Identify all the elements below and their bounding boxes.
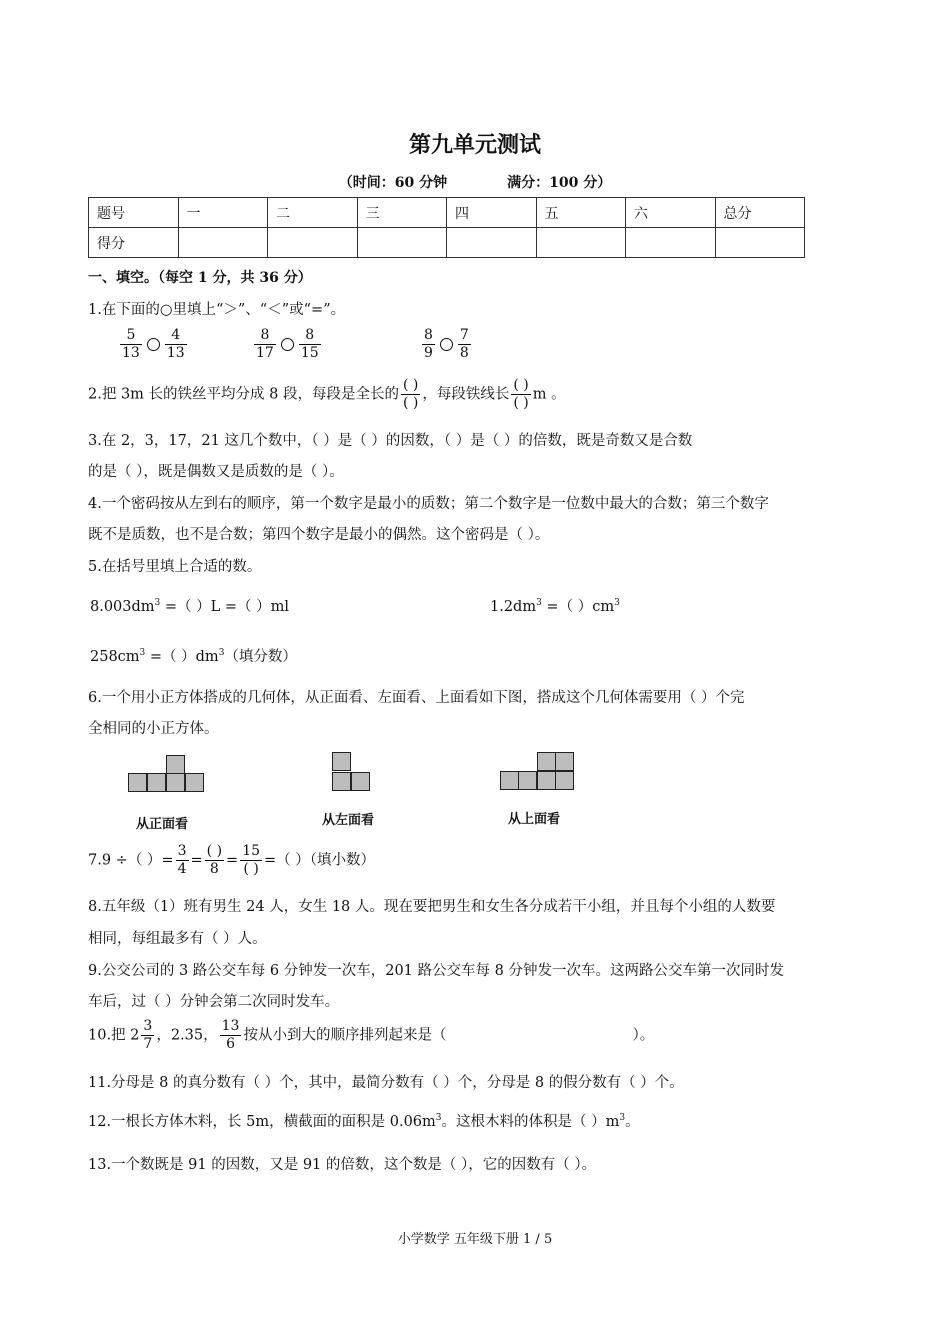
fraction: $\frac{3}{7}$ xyxy=(143,1018,153,1052)
question-6-line-2: 全相同的小正方体。 xyxy=(88,721,219,737)
fraction: $\frac{5}{13}$ xyxy=(122,327,140,361)
cube-square xyxy=(537,771,556,790)
fraction: $\frac{3}{4}$ xyxy=(177,843,187,877)
cube-square xyxy=(537,752,556,771)
page-title: 第九单元测试 xyxy=(408,133,541,158)
cube-square xyxy=(555,771,574,790)
blank-fraction[interactable]: $\frac{( )}{8}$ xyxy=(206,843,223,877)
score-cell: 题号 xyxy=(89,198,179,228)
question-4-line-1: 4.一个密码按从左到右的顺序，第一个数字是最小的质数；第二个数字是一位数中最大的合数；第三个数字 xyxy=(88,496,769,512)
cube-square xyxy=(518,771,537,790)
fraction: $\frac{4}{13}$ xyxy=(166,327,185,361)
cube-square xyxy=(555,752,574,771)
front-view-figure xyxy=(128,755,208,835)
top-view-figure xyxy=(500,752,580,832)
q5-part-b: $1.2dm^3$ =（ ）$cm^3$ xyxy=(490,598,620,615)
question-10: 10.把 2 $\frac{3}{7}$ ，2.35， $\frac{13}{6}$ 按从小到大的顺序排列起来是（ ）。 xyxy=(88,1018,655,1052)
fraction: $\frac{8}{17}$ xyxy=(256,327,274,361)
blank-fraction[interactable]: $\frac{( )}{( )}$ xyxy=(402,377,419,411)
score-cell: 三 xyxy=(357,198,447,228)
cube-square xyxy=(332,772,351,791)
question-9-line-1: 9.公交公司的 3 路公交车每 6 分钟发一次车，201 路公交车每 8 分钟发一次车。这两路公交车第一次同时发 xyxy=(88,963,784,979)
q5-part-c: $258cm^3$ =（ ）$dm^3$（填分数） xyxy=(90,648,297,665)
cube-square xyxy=(185,773,204,792)
question-3-line-1: 3.在 2，3，17，21 这几个数中，（ ）是（ ）的因数，（ ）是（ ）的倍数，既是奇数又是合数 xyxy=(88,433,693,449)
cube-square xyxy=(332,752,351,771)
cube-square xyxy=(351,772,370,791)
question-13: 13.一个数既是 91 的因数，又是 91 的倍数，这个数是（ ），它的因数有（ ）。 xyxy=(88,1157,597,1173)
question-9-line-2: 车后，过（ ）分钟会第二次同时发车。 xyxy=(88,994,340,1010)
score-table-header-row xyxy=(89,198,805,228)
score-input-cell[interactable] xyxy=(357,228,447,258)
blank-fraction[interactable]: $\frac{( )}{( )}$ xyxy=(513,377,529,411)
question-8-line-2: 相同，每组最多有（ ）人。 xyxy=(88,931,267,947)
exam-info xyxy=(0,172,950,192)
score-table xyxy=(88,197,805,258)
question-1: 1.在下面的○里填上“＞”、“＜”或“=”。 xyxy=(88,302,346,318)
score-cell: 四 xyxy=(447,198,537,228)
score-input-cell[interactable] xyxy=(268,228,358,258)
blank-fraction[interactable]: $\frac{15}{( )}$ xyxy=(242,843,261,877)
score-cell: 得分 xyxy=(89,228,179,258)
q1-pair-2 xyxy=(252,327,323,362)
score-cell: 总分 xyxy=(715,198,805,228)
score-input-cell[interactable] xyxy=(447,228,537,258)
q5-part-a: $8.003dm^3$ =（ ）L =（ ）ml xyxy=(90,598,290,615)
q1-pair-3 xyxy=(420,327,473,362)
fraction: $\frac{7}{8}$ xyxy=(459,327,469,361)
section-heading: 一、填空。（每空 1 分，共 36 分） xyxy=(88,270,312,286)
cube-square xyxy=(128,773,147,792)
score-cell: 六 xyxy=(626,198,716,228)
score-cell: 五 xyxy=(536,198,626,228)
compare-circle[interactable] xyxy=(147,338,160,351)
top-view-label: 从上面看 xyxy=(508,812,561,827)
front-view-label: 从正面看 xyxy=(136,817,189,832)
score-cell: 二 xyxy=(268,198,358,228)
question-4-line-2: 既不是质数，也不是合数；第四个数字是最小的偶然。这个密码是（ ）。 xyxy=(88,527,550,543)
fraction: $\frac{8}{9}$ xyxy=(424,327,433,361)
question-8-line-1: 8.五年级（1）班有男生 24 人，女生 18 人。现在要把男生和女生各分成若干小组，并且每个小组的人数要 xyxy=(88,899,776,915)
full-score-info: 满分：100 分） xyxy=(507,175,612,191)
compare-circle[interactable] xyxy=(440,338,453,351)
question-2: 2.把 3m 长的铁丝平均分成 8 段，每段是全长的 $\frac{( )}{( )}$ ，每段铁线长 $\frac{( )}{( )}$ m 。 xyxy=(88,377,566,411)
fraction: $\frac{8}{15}$ xyxy=(300,327,319,361)
score-input-cell[interactable] xyxy=(536,228,626,258)
score-input-cell[interactable] xyxy=(626,228,716,258)
question-11: 11.分母是 8 的真分数有（ ）个，其中，最简分数有（ ）个，分母是 8 的假分数有（ ）个。 xyxy=(88,1075,684,1091)
score-input-cell[interactable] xyxy=(178,228,268,258)
compare-circle[interactable] xyxy=(281,338,294,351)
left-view-figure xyxy=(322,752,412,832)
fraction: $\frac{13}{6}$ xyxy=(221,1018,240,1052)
q1-pair-1 xyxy=(118,327,189,362)
score-table-score-row xyxy=(89,228,805,258)
cube-square xyxy=(166,755,185,774)
question-12: 12.一根长方体木料，长 5m，横截面的面积是 $0.06m^3$。这根木料的体积是（ ）$m^3$。 xyxy=(88,1113,640,1130)
cube-square xyxy=(500,771,519,790)
question-7: 7.9 ÷（ ）= $\frac{3}{4}$ = $\frac{( )}{8}$ = $\frac{15}{( )}$ =（ ）（填小数） xyxy=(88,843,376,877)
question-6-line-1: 6.一个用小正方体搭成的几何体，从正面看、左面看、上面看如下图，搭成这个几何体需要用（ ）个完 xyxy=(88,690,745,706)
score-input-cell[interactable] xyxy=(715,228,805,258)
page-footer: 小学数学 五年级下册 1 / 5 xyxy=(397,1232,553,1247)
cube-square xyxy=(166,773,185,792)
time-info: （时间：60 分钟 xyxy=(338,175,448,191)
question-3-line-2: 的是（ ），既是偶数又是质数的是（ ）。 xyxy=(88,464,344,480)
left-view-label: 从左面看 xyxy=(322,813,375,828)
cube-square xyxy=(147,773,166,792)
question-5: 5.在括号里填上合适的数。 xyxy=(88,559,262,575)
score-cell: 一 xyxy=(178,198,268,228)
